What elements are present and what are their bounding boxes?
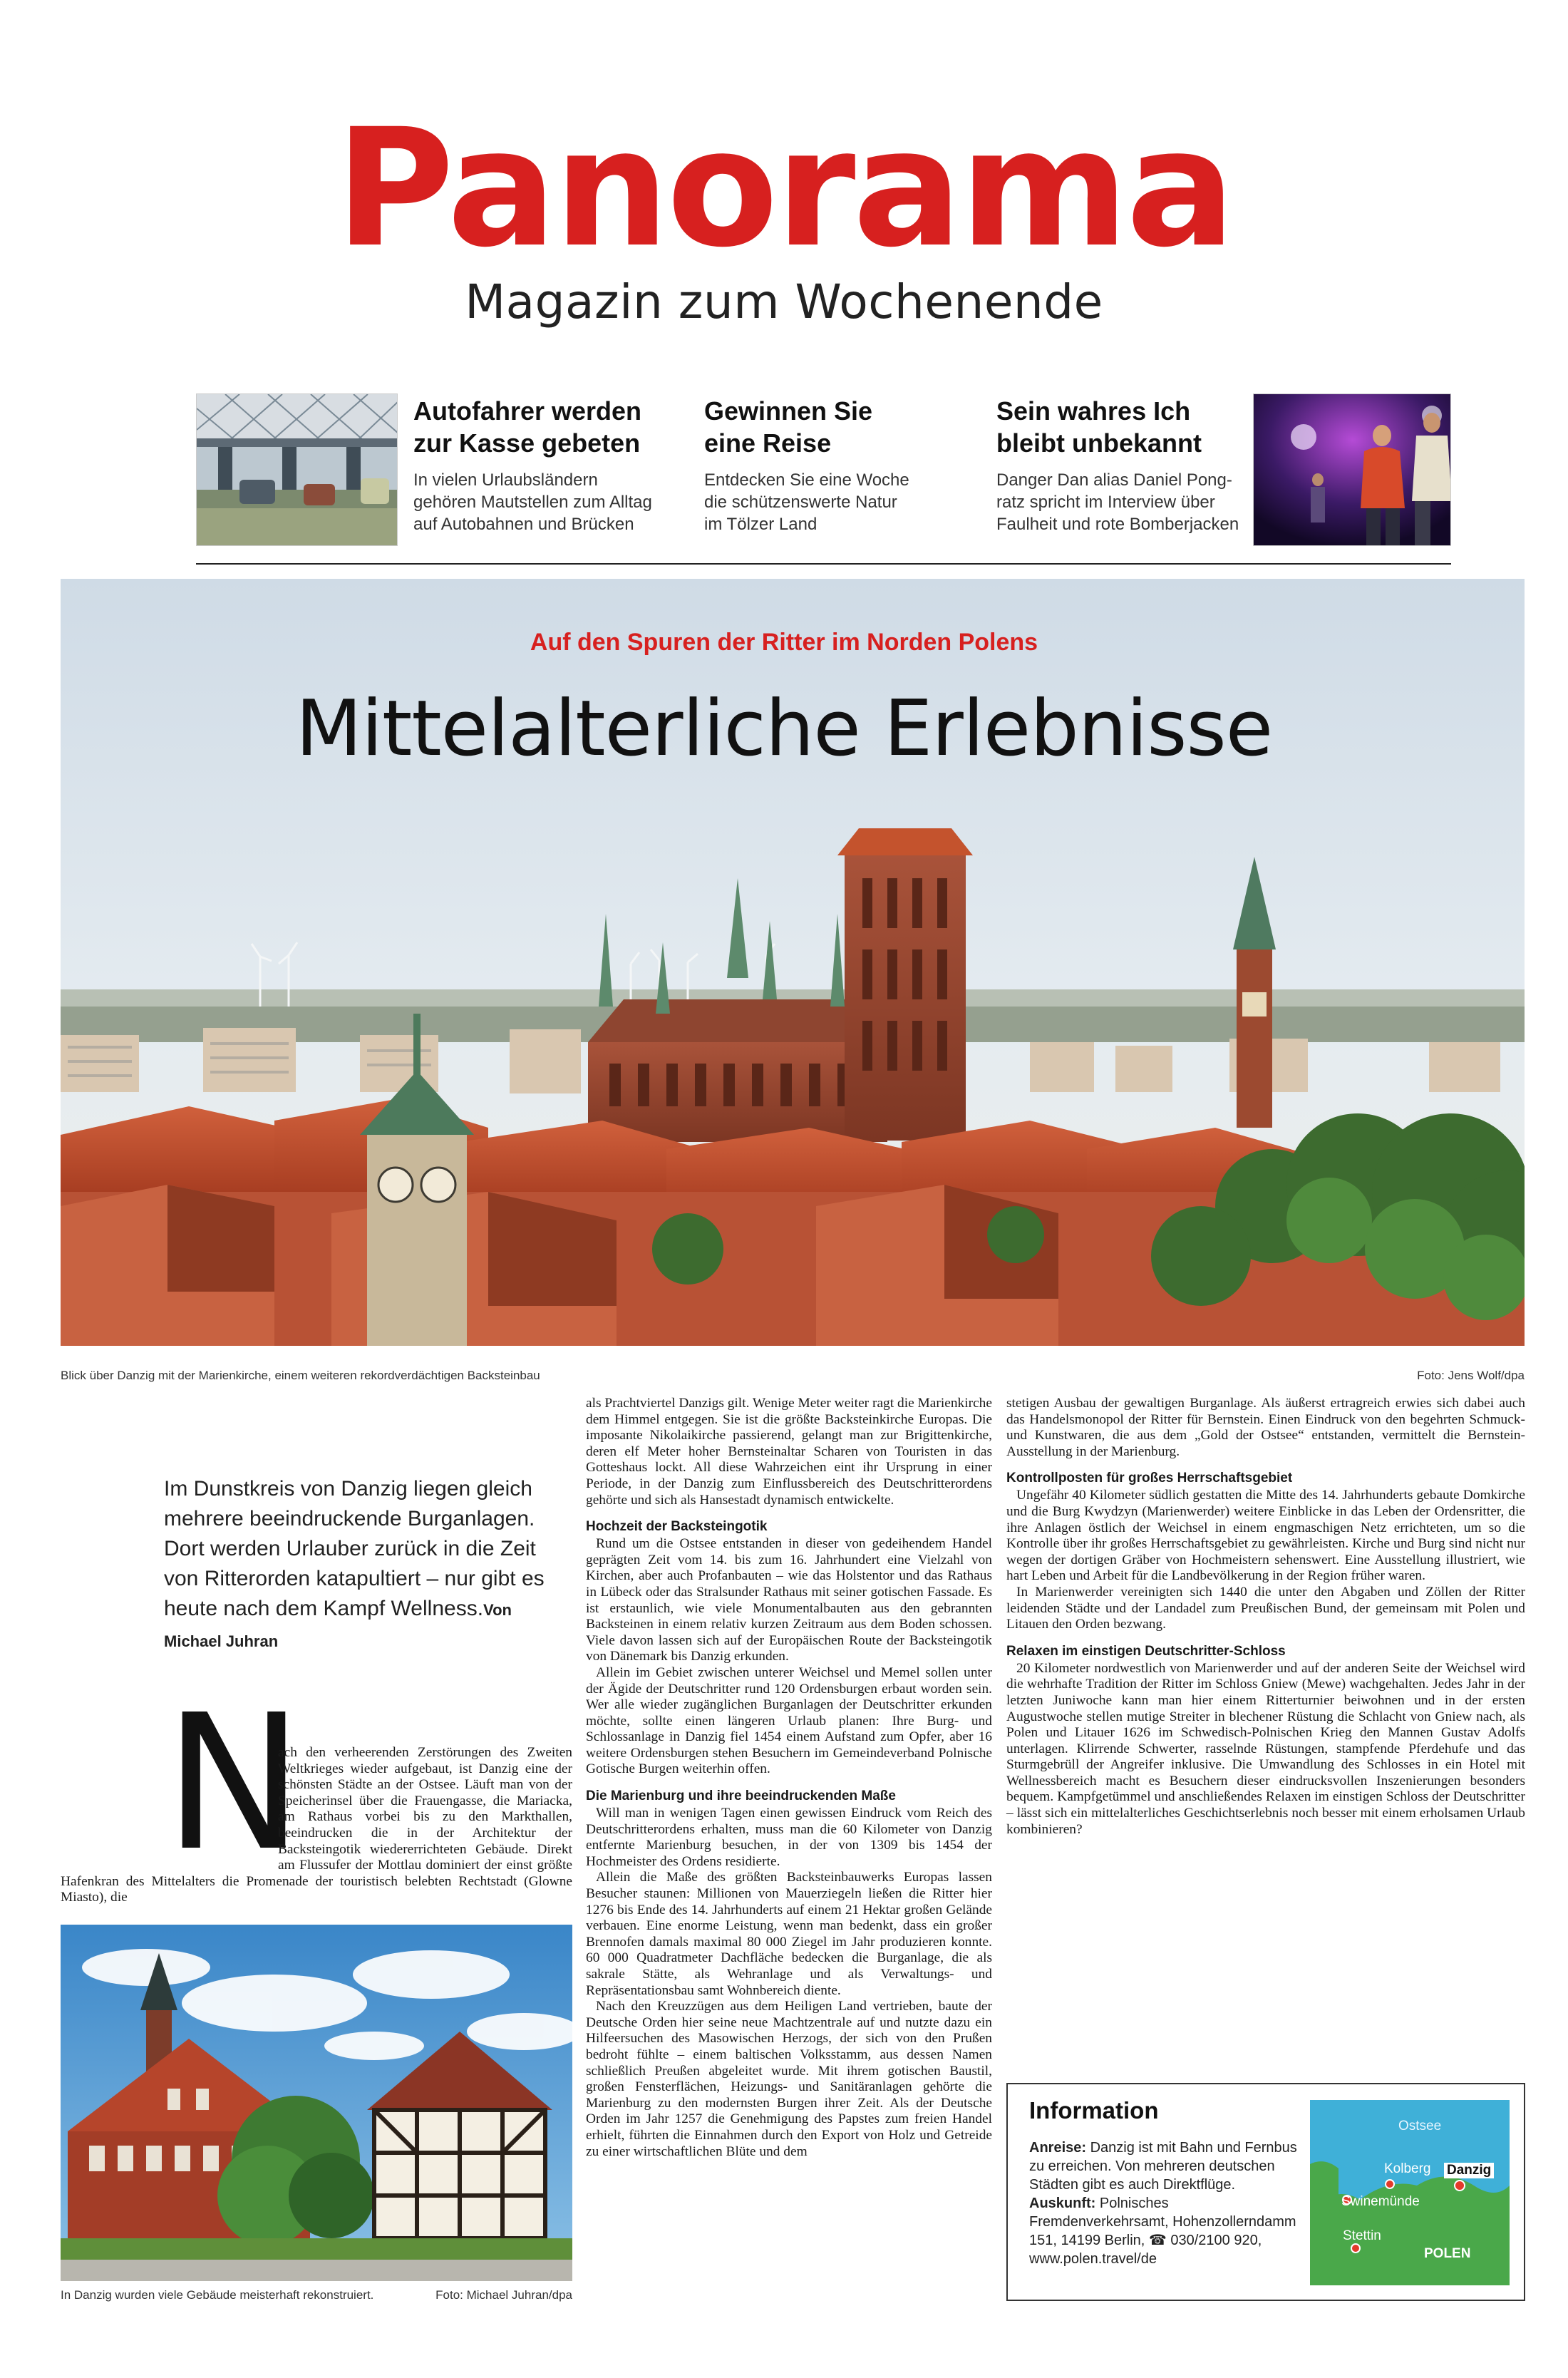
teaser-3-headline-line-1: Sein wahres Ich (996, 396, 1191, 426)
hero-caption: Blick über Danzig mit der Marienkirche, einem weiteren rekordverdächtigen Backsteinbau (61, 1369, 540, 1382)
article-headline: Mittelalterliche Erlebnisse (295, 684, 1273, 773)
teaser-2-text (704, 469, 975, 535)
map-label-swinemuende: Swinemünde (1341, 2194, 1420, 2209)
hero-credit: Foto: Jens Wolf/dpa (1417, 1369, 1525, 1382)
col2-paragraph-2: Rund um die Ostsee entstanden in dieser von gedeihendem Handel geprägten Zeit vom 14. bis zum 16. Jahrhundert eine Vielzahl von Kirchen, aber auch Profanbauten – wie das Holstentor und das Rathaus in Lübeck oder das Stralsunder Rathaus mit seiner gotischen Fassade. Es ist erstaunlich, wie viele Monumentalbauten aus den gebrannten Backsteinen in einem relativ kurzen Zeitraum aus dem Boden schossen. Viele davon lassen sich auf der Europäischen Route der Backsteingotik von Dänemark bis Danzig erkunden. (586, 1536, 992, 1664)
col3-subhead-2: Relaxen im einstigen Deutschritter-Schloss (1006, 1643, 1286, 1659)
teaser-3[interactable] (996, 395, 1262, 535)
col2-paragraph-3: Allein im Gebiet zwischen unterer Weichsel und Memel sollen unter der Ägide der Deutschritter rund 120 Ordensburgen erbaut worden sein. Wer alle wieder zugänglichen Burganlagen der Deutschritter erkunden möchte, sollte einen längeren Urlaub planen: Ihre Burg- und Schlossanlage in Danzig fiel 1454 einem Aufstand zum Opfer, aber 16 weitere Ordensburgen stehen Besuchern im Gemeindeverband Polnische Gotische Burgen weiterhin offen. (586, 1664, 992, 1777)
teaser-2-headline (704, 395, 975, 459)
info-text (1029, 2138, 1299, 2268)
map-label-polen: POLEN (1424, 2246, 1471, 2261)
col3-paragraph-4: 20 Kilometer nordwestlich von Marienwerder und auf der anderen Seite der Weichsel wird die wehrhafte Tradition der Ritter im Schloss Gniew (Mewe) wachgehalten. Jedes Jahr in der letzten Juniwoche kann man hier einem Ritterturnier beiwohnen und in der ersten Augustwoche stellen mutige Streiter in blechener Rüstung die Schlacht von Gniew nach, als Polen und Litauer 1626 im Schwedisch-Polnischen Krieg den Mannen Gustav Adolfs unterlagen. Klirrende Schwerter, rasselnde Rüstungen, stampfende Pferdehufe und das Sturmgebrüll der Angreifer inklusive. Die Umwandlung des Schlosses in ein Hotel mit Wellnessbereich macht es Besuchern dieser eindrucksvollen Inszenierungen besonders bequem. Kampfgetümmel und anschließendes Relaxen im einstigen Schloss der Deutschritter – lässt sich ein mittelalterliches Geschichtserlebnis noch besser mit einem erholsamen Urlaub kombinieren? (1006, 1660, 1525, 1837)
teaser-3-headline (996, 395, 1262, 459)
column-3 (1006, 1396, 1525, 1838)
teaser-1-headline-line-2: zur Kasse gebeten (413, 428, 641, 458)
col3-paragraph-1: stetigen Ausbau der gewaltigen Burganlage. Als äußerst ertragreich erwies sich dabei auch das Handelsmonopol der Ritter für Bernstein. Einen Eindruck von den begehrten Schmuck- und Kunstwaren, die aus dem „Gold der Ostsee“ entstanden, vermittelt die Bernstein-Ausstellung in der Marienburg. (1006, 1396, 1525, 1459)
teaser-2-text-line-2: die schützenswerte Natur (704, 493, 897, 512)
teaser-1-text-line-2: gehören Mautstellen zum Alltag (413, 493, 652, 512)
col2-subhead-2: Die Marienburg und ihre beeindruckenden Maße (586, 1788, 896, 1804)
column-1 (61, 1745, 572, 1906)
intro-text: Im Dunstkreis von Danzig liegen gleich mehrere beeindruckende Burganlagen. Dort werden Urlauber zurück in die Zeit von Ritterorden katapultiert – nur gibt es heute nach dem Kampf Wellness. (164, 1477, 545, 1620)
column-2 (586, 1396, 992, 2160)
teaser-2-text-line-3: im Tölzer Land (704, 515, 817, 534)
masthead-subtitle: Magazin zum Wochenende (465, 274, 1103, 329)
info-label: Auskunft: (1029, 2196, 1096, 2211)
info-box (1006, 2083, 1525, 2301)
teaser-1-text (413, 469, 684, 535)
arrival-text: Danzig ist mit Bahn und Fernbus zu erreichen. Von mehreren deutschen Städten gibt es auch Direktflüge. (1029, 2140, 1297, 2193)
masthead-title: Panorama (335, 93, 1233, 283)
col2-paragraph-5: Allein die Maße des größten Backsteinbauwerks Europas lassen Besucher staunen: Millionen von Mauerziegeln ließen die Ritter hier 1276 bis Ende des 14. Jahrhunderts auf einem 21 Hektar großen Gelände verbauen. Eine enorme Leistung, wenn man bedenkt, dass ein großer Brennofen damals maximal 80 000 Ziegel im Jahr produzieren konnte. 60 000 Quadratmeter Dachfläche bedecken die Burganlage, die als sakrale Stätte, als Wehranlage und als Verwaltungs- und Repräsentationsbau samt Wohnbereich diente. (586, 1870, 992, 1998)
info-title: Information (1029, 2097, 1159, 2124)
masthead (0, 93, 1568, 283)
col2-paragraph-6: Nach den Kreuzzügen aus dem Heiligen Land vertrieben, baute der Deutsche Orden hier seine neue Machtzentrale auf und nutzte dazu ein Hilfeersuchen des Masowischen Herzogs, der sich von den Prußen bedroht fühlte – einem baltischen Volksstamm, aus dessen Namen schließlich Preußen abgeleitet wurde. Mit ihrem gotischen Baustil, großen Fensterflächen, Heizungs- und Sanitäranlagen gehörte die Marienburg zu den modernsten Burgen ihrer Zeit. Als der Deutsche Orden im Jahr 1257 die Genehmigung des Papstes zum freien Handel erhielt, führten die Einnahmen durch den Export von Holz und Getreide zu einer wirtschaftlichen Blüte und dem (586, 1999, 992, 2159)
teaser-1[interactable] (413, 395, 684, 535)
article-kicker: Auf den Spuren der Ritter im Norden Polens (530, 629, 1038, 656)
lead-paragraph: ach den verheerenden Zerstörungen des Zweiten Weltkrieges wieder aufgebaut, ist Danzig eine der schönsten Städte an der Ostsee. Läuft man von der Speicherinsel über die Frauengasse, die Mariacka, am Rathaus vorbei bis zu den Markthallen, beeindrucken die in der Architektur der Backsteingotik wiedererrichteten Gebäude. Direkt am Flussufer der Mottlau dominiert der einst größte Hafenkran des Mittelalters die Promenade der touristisch belebten Rechtstadt (Glowne Miasto), die (61, 1745, 572, 1905)
teaser-1-text-line-3: auf Autobahnen und Brücken (413, 515, 634, 534)
col3-paragraph-3: In Marienwerder vereinigten sich 1440 die unter den Abgaben und Zöllen der Ritter leidenden Städte und der Landadel zum Preußischen Bund, der gemeinsam mit Polen und Litauen den Orden bezwang. (1006, 1584, 1525, 1632)
photo2-credit: Foto: Michael Juhran/dpa (435, 2288, 572, 2302)
map-label-stettin: Stettin (1343, 2228, 1381, 2243)
teaser-1-headline (413, 395, 684, 459)
map-label-sea: Ostsee (1398, 2119, 1442, 2133)
map-poland-coast[interactable] (1310, 2100, 1510, 2285)
teaser-separator (196, 563, 1451, 565)
teaser-2-headline-line-1: Gewinnen Sie (704, 396, 873, 426)
article-intro (164, 1474, 570, 1657)
dropcap: N (164, 1674, 304, 1892)
col3-subhead-1: Kontrollposten für großes Herrschaftsgebiet (1006, 1471, 1293, 1486)
map-label-danzig: Danzig (1444, 2163, 1494, 2178)
photo-danzig-buildings[interactable] (61, 1925, 572, 2281)
teaser-3-text (996, 469, 1262, 535)
teaser-image-concert[interactable] (1253, 393, 1451, 546)
teaser-1-text-line-1: In vielen Urlaubsländern (413, 470, 598, 490)
col2-paragraph-4: Will man in wenigen Tagen einen gewissen Eindruck vom Reich des Deutschritterordens erhalten, muss man die 60 Kilometer von Danzig entfernte Marienburg besuchen, in der von 1309 bis 1454 der Hochmeister des Ordens residierte. (586, 1806, 992, 1869)
teaser-image-toll[interactable] (196, 393, 398, 546)
teaser-3-headline-line-2: bleibt unbekannt (996, 428, 1202, 458)
col2-subhead-1: Hochzeit der Backsteingotik (586, 1519, 768, 1535)
teaser-1-headline-line-1: Autofahrer werden (413, 396, 642, 426)
info-text-body: Polnisches Fremdenverkehrsamt, Hohenzollerndamm 151, 14199 Berlin, ☎ 030/2100 920, www.polen.travel/de (1029, 2196, 1296, 2267)
teaser-2-text-line-1: Entdecken Sie eine Woche (704, 470, 909, 490)
teaser-2-headline-line-2: eine Reise (704, 428, 832, 458)
dropcap-spacer (61, 1745, 278, 1870)
teaser-3-text-line-3: Faulheit und rote Bomberjacken (996, 515, 1239, 534)
arrival-label: Anreise: (1029, 2140, 1087, 2156)
col3-paragraph-2: Ungefähr 40 Kilometer südlich gestatten die Mitte des 14. Jahrhunderts gebaute Domkirche und die Burg Kwydzyn (Marienwerder) weitere Einblicke in das Leben der Ordensritter, die ihre Anlagen östlich der Weichsel in einem engmaschigen Netz errichteten, um so die Kontrolle über ihr großes Herrschaftsgebiet zu gewährleisten. Kirche und Burg sind nicht nur wegen der dortigen Gräber von Hochmeistern sehenswert. Eine Ausstellung illustriert, wie hart Leben und Arbeit für die Landbevölkerung in der Region früher waren. (1006, 1488, 1525, 1584)
teaser-2[interactable] (704, 395, 975, 535)
photo2-caption: In Danzig wurden viele Gebäude meisterhaft rekonstruiert. (61, 2288, 374, 2302)
map-label-kolberg: Kolberg (1384, 2161, 1431, 2176)
teaser-3-text-line-1: Danger Dan alias Daniel Pong- (996, 470, 1232, 490)
col2-paragraph-1: als Prachtviertel Danzigs gilt. Wenige Meter weiter ragt die Marienkirche dem Himmel entgegen. Sie ist die größte Backsteinkirche Europas. Die imposante Nikolaikirche passierend, gelangt man zur Brigittenkirche, deren elf Meter hoher Bernsteinaltar Scharen von Touristen in das Gotteshaus lockt. All diese Wahrzeichen eint ihr Ursprung in einer Periode, in der Danzig zum Einflussbereich des Deutschritterordens gehörte und sich als Hansestadt dynamisch entwickelte. (586, 1396, 992, 1508)
byline: Von Michael Juhran (164, 1601, 512, 1650)
teaser-3-text-line-2: ratz spricht im Interview über (996, 493, 1215, 512)
